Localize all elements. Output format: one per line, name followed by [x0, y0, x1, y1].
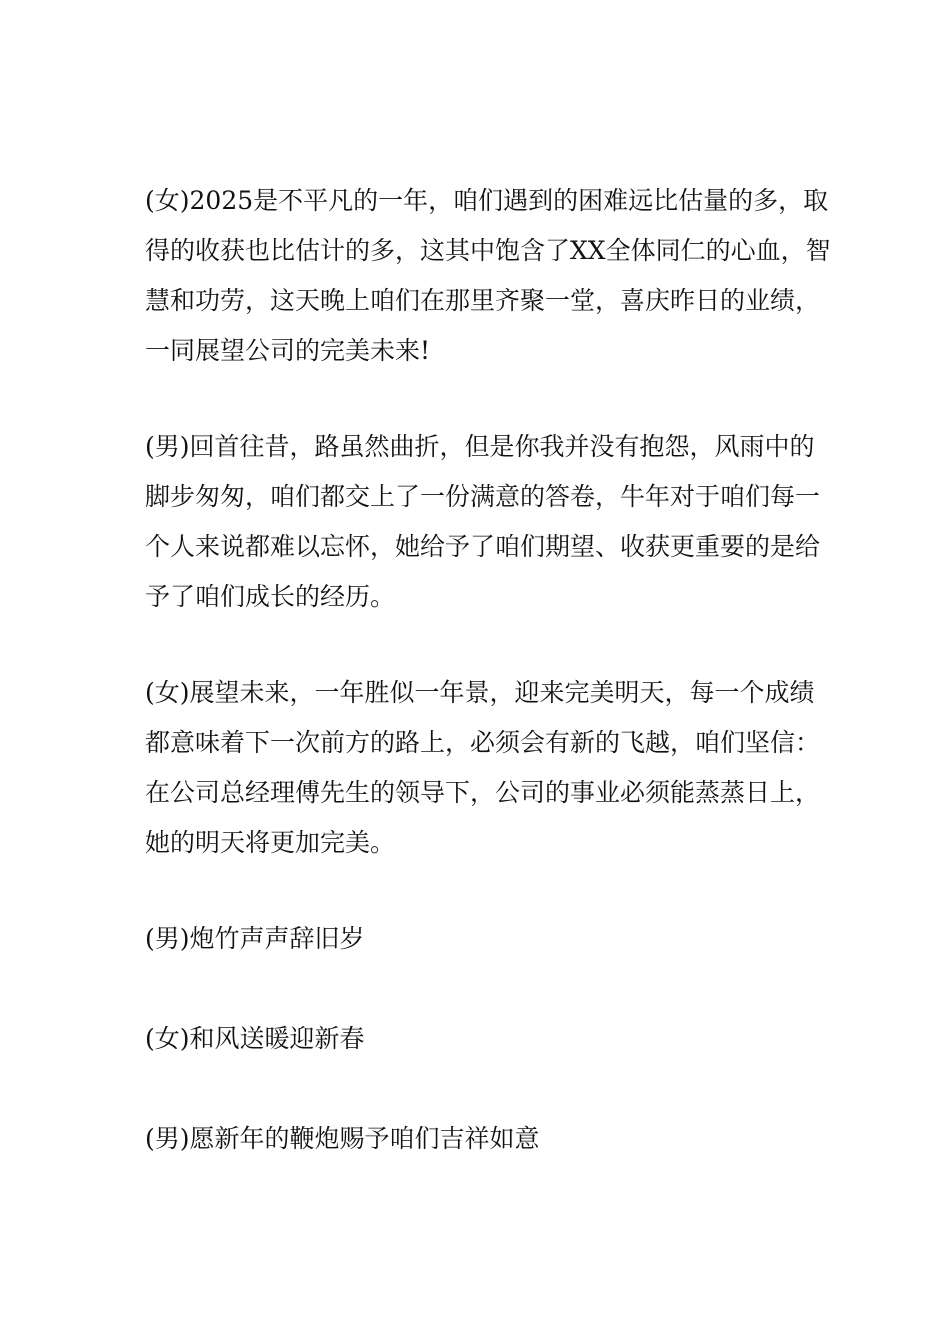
paragraph-4: (男)炮竹声声辞旧岁 — [145, 924, 365, 953]
paragraph-3: (女)展望未来，一年胜似一年景，迎来完美明天，每一个成绩都意味着下一次前方的路上，必须会有新的飞越，咱们坚信：在公司总经理傅先生的领导下，公司的事业必须能蒸蒸日上，她的明天将更加完美。 — [145, 678, 821, 857]
paragraph-2: (男)回首往昔，路虽然曲折，但是你我并没有抱怨，风雨中的脚步匆匆，咱们都交上了一份满意的答卷，牛年对于咱们每一个人来说都难以忘怀，她给予了咱们期望、收获更重要的是给予了咱们成长的经历。 — [145, 432, 821, 611]
document-body — [145, 176, 835, 1214]
paragraph-5: (女)和风送暖迎新春 — [145, 1024, 365, 1053]
paragraph-6: (男)愿新年的鞭炮赐予咱们吉祥如意 — [145, 1124, 540, 1153]
paragraph-1: (女)2025是不平凡的一年，咱们遇到的困难远比估量的多，取得的收获也比估计的多，这其中饱含了XX全体同仁的心血，智慧和功劳，这天晚上咱们在那里齐聚一堂，喜庆昨日的业绩，一同展望公司的完美未来! — [145, 186, 831, 365]
